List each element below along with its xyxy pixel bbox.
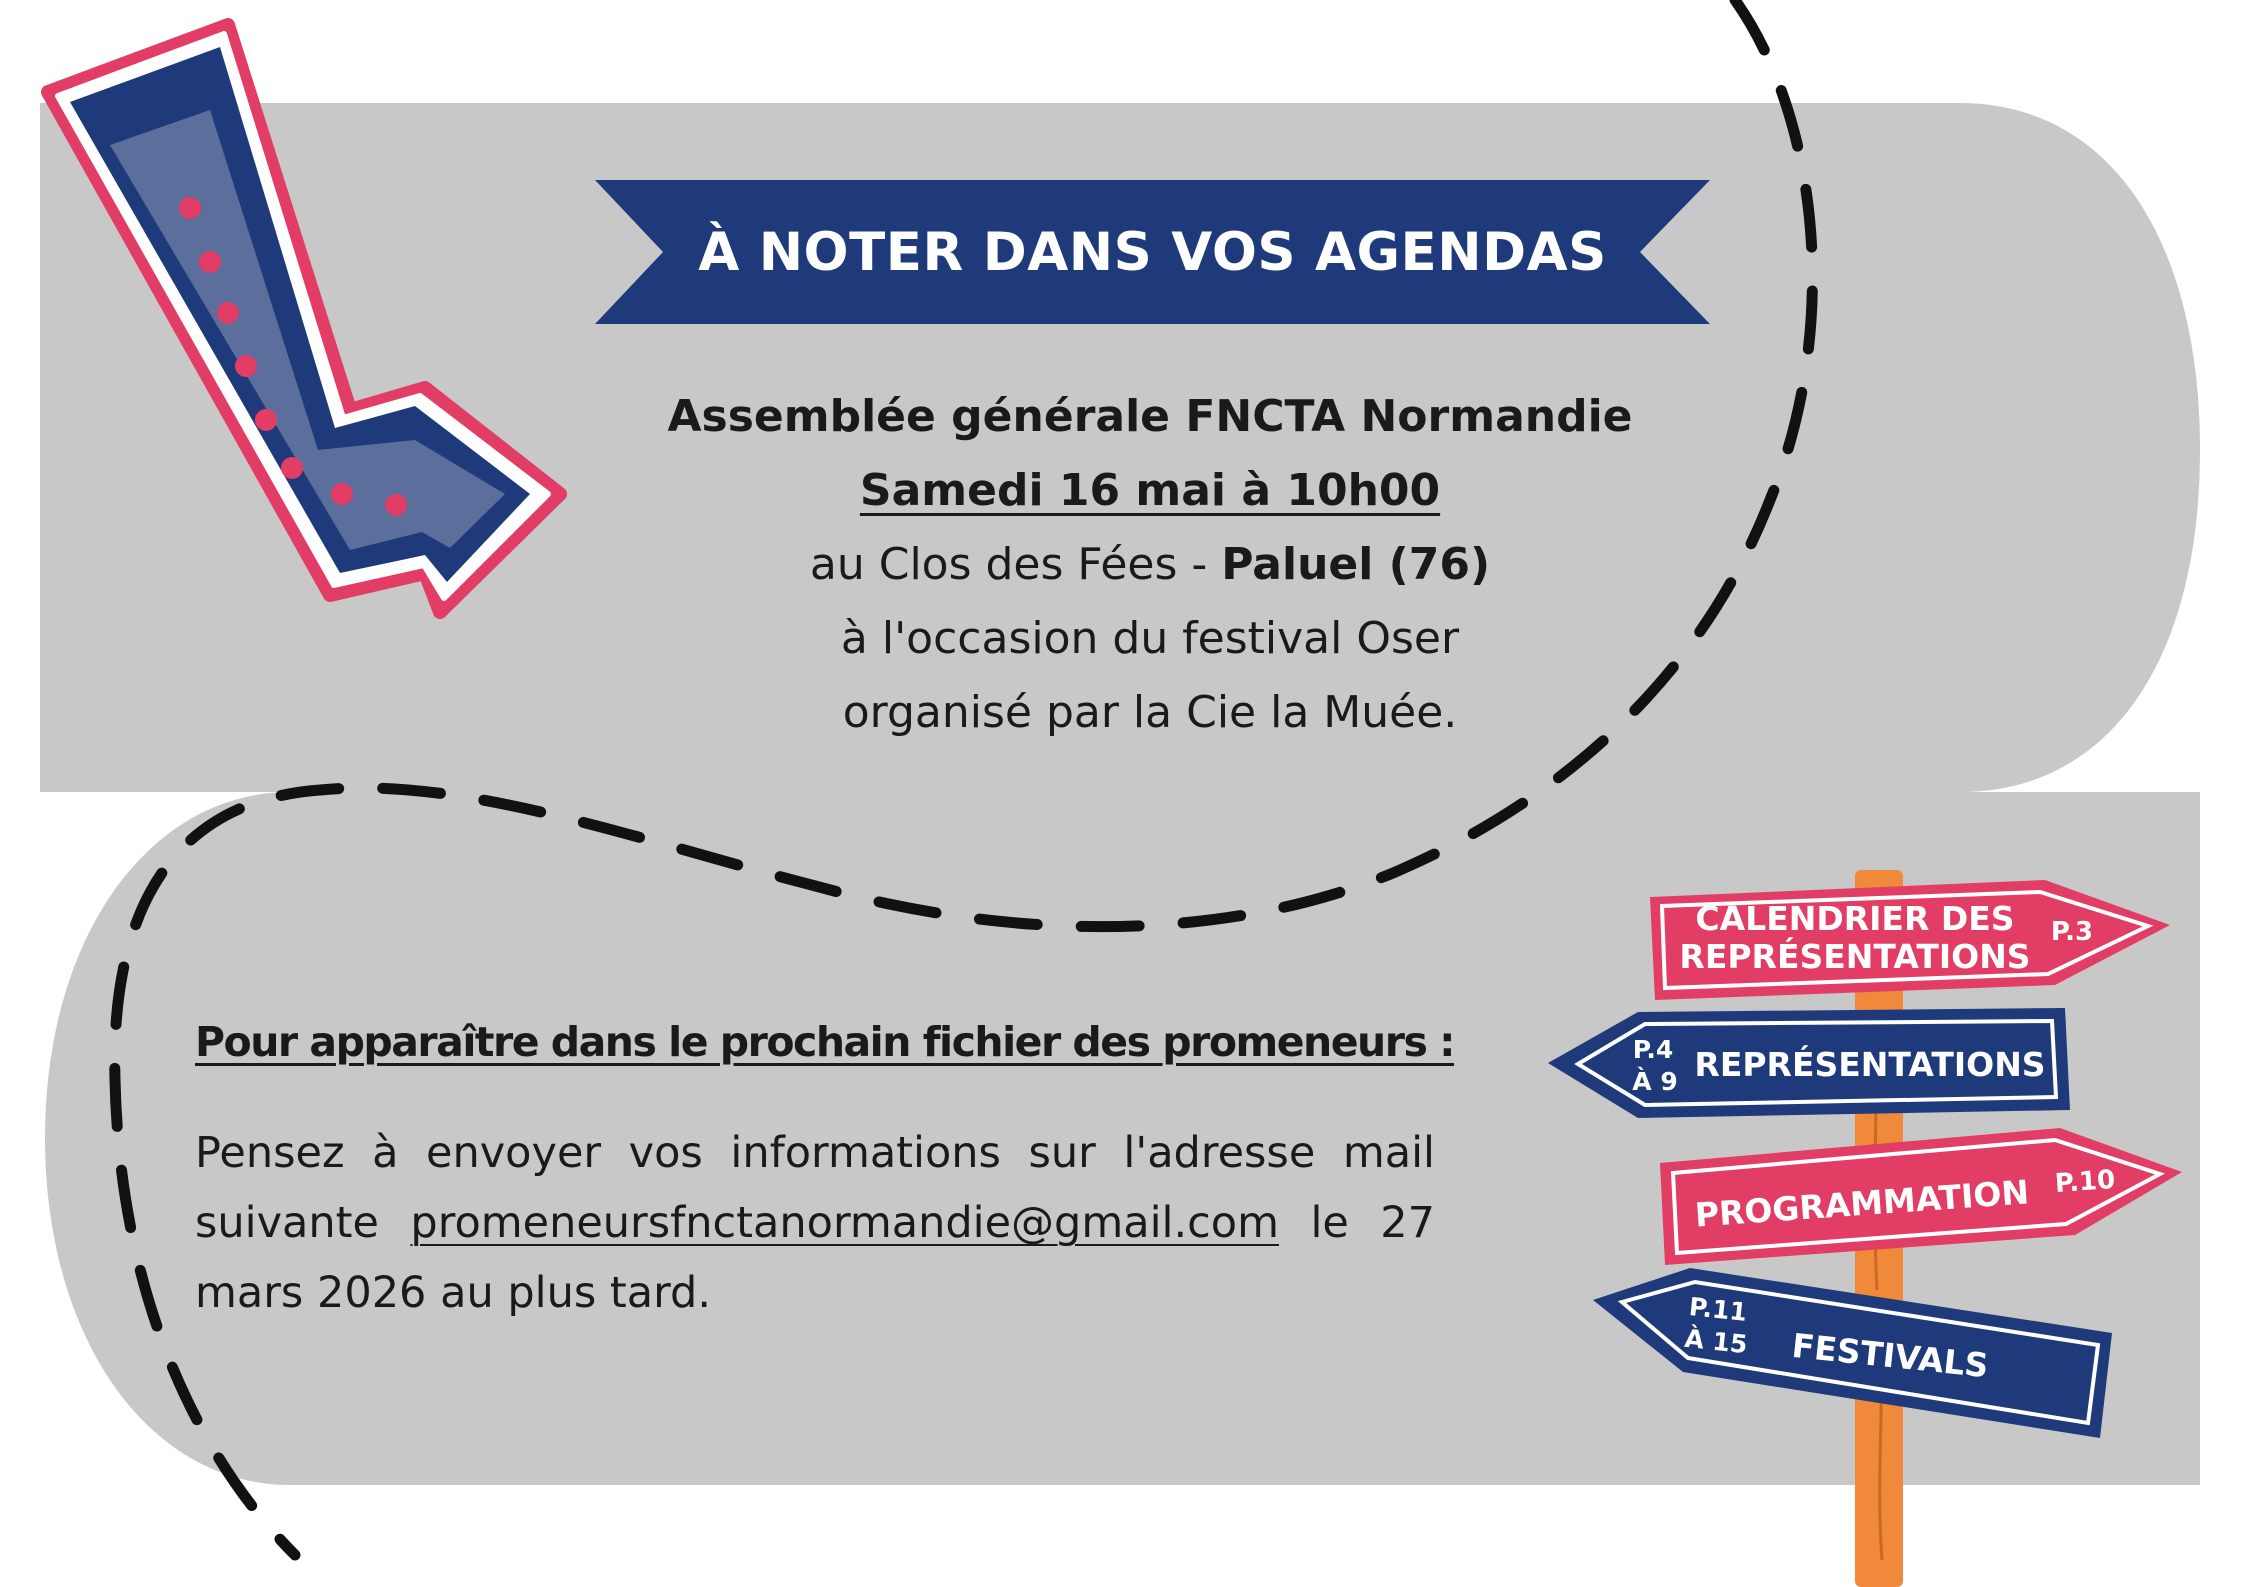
promeneurs-text-before: Pensez à envoyer vos informations sur l'adresse mail suivante: [195, 1128, 1435, 1248]
email-link[interactable]: promeneursfnctanormandie@gmail.com: [410, 1198, 1279, 1248]
sign-festivals-label: FESTIVALS: [1790, 1325, 1991, 1386]
event-location: [560, 528, 1740, 602]
sign-calendrier-line2: REPRÉSENTATIONS: [1679, 937, 2031, 976]
promeneurs-heading: Pour apparaître dans le prochain fichier des promeneurs :: [195, 1018, 1455, 1066]
promeneurs-text: [195, 1118, 1435, 1328]
event-title: Assemblée générale FNCTA Normandie: [667, 391, 1633, 442]
sign-representations: [1548, 1008, 2070, 1118]
sign-calendrier-page: P.3: [2050, 917, 2094, 947]
sign-representations-label: REPRÉSENTATIONS: [1694, 1045, 2046, 1084]
sign-programmation-label: PROGRAMMATION: [1693, 1172, 2031, 1235]
sign-calendrier-line1: CALENDRIER DES: [1695, 899, 2015, 938]
location-prefix: au Clos des Fées -: [809, 539, 1222, 590]
event-organizer: organisé par la Cie la Muée.: [842, 687, 1458, 738]
event-occasion: à l'occasion du festival Oser: [840, 613, 1460, 664]
banner-title: À NOTER DANS VOS AGENDAS: [698, 221, 1607, 283]
event-date: Samedi 16 mai à 10h00: [859, 465, 1441, 516]
sign-representations-page2: À 9: [1632, 1067, 1678, 1096]
sign-programmation-page: P.10: [2053, 1164, 2117, 1200]
sign-festivals-page2: À 15: [1683, 1323, 1749, 1360]
sign-representations-page1: P.4: [1632, 1035, 1674, 1064]
agenda-block: [560, 380, 1740, 750]
promeneurs-text-after: le 27 mars 2026 au plus tard.: [195, 1198, 1435, 1318]
location-city: Paluel (76): [1221, 539, 1491, 590]
sign-festivals-page1: P.11: [1687, 1292, 1749, 1327]
